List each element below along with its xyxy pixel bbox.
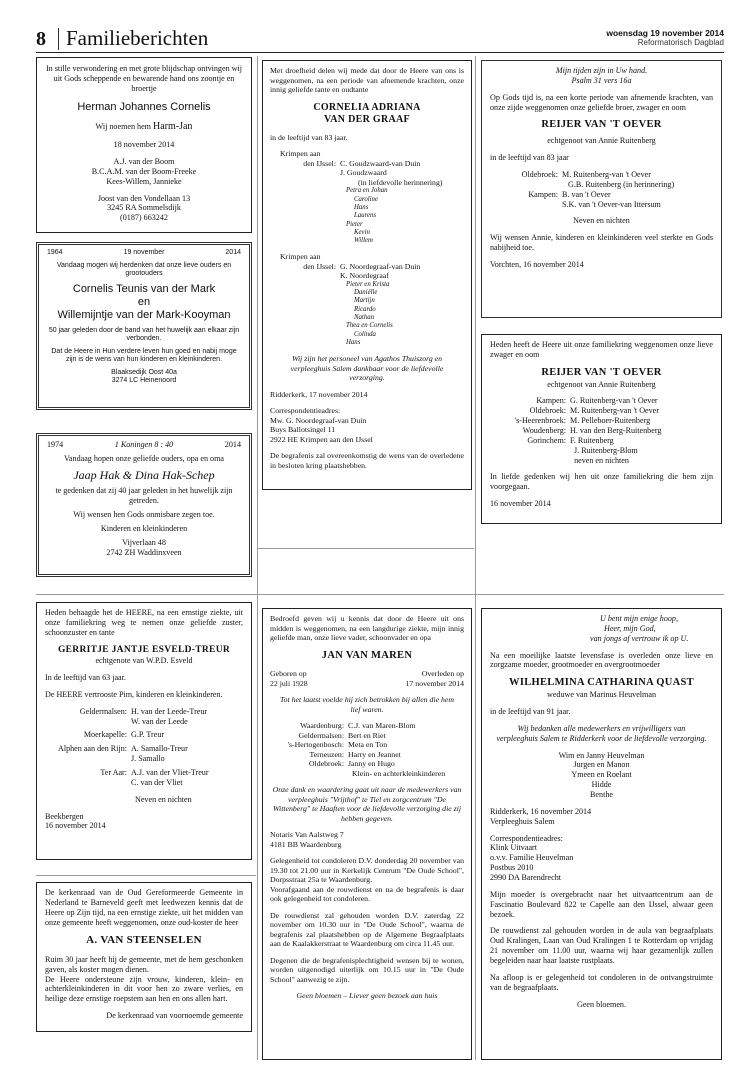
relative-name: W. van der Leede bbox=[131, 716, 188, 726]
signature-line: De kerkenraad van voornoemde gemeente bbox=[106, 1011, 243, 1021]
relative-name: C.J. van Maren-Blom bbox=[348, 721, 416, 731]
family-line: Ymeen en Roelant bbox=[571, 770, 632, 780]
flowers-note: Geen bloemen – Liever geen bezoek aan huis bbox=[296, 991, 438, 1001]
condolence-info: Gelegenheid tot condoleren D.V. donderdag 20 november van 19.30 tot 21.00 uur in Kerkelijk Centrum "De Oude School", Dorpsstraat 25a te Waardenburg. bbox=[270, 856, 464, 885]
address-line: 3245 RA Sommelsdijk bbox=[107, 203, 181, 213]
place-date: Ridderkerk, 17 november 2014 bbox=[270, 389, 368, 399]
wife-name: Willemijntje van der Mark-Kooyman bbox=[57, 309, 231, 322]
child-name: Hans bbox=[346, 338, 361, 346]
verse-line: U bent mijn enige hoop, bbox=[600, 614, 679, 623]
memory-note: (in liefdevolle herinnering) bbox=[358, 177, 443, 187]
obituary-van-steenselen bbox=[36, 882, 252, 1032]
nephews-line: Neven en nichten bbox=[573, 216, 630, 226]
relative-name: B. van 't Oever bbox=[562, 189, 611, 199]
deceased-name: WILHELMINA CATHARINA QUAST bbox=[509, 677, 694, 689]
ad-text: te gedenken dat zij 40 jaar geleden in het huwelijk zijn getreden. bbox=[55, 486, 233, 506]
year-right: 2014 bbox=[225, 249, 241, 256]
spouse-line: echtgenoot van Annie Ruitenberg bbox=[547, 136, 656, 146]
deceased-name: A. VAN STEENSELEN bbox=[86, 934, 202, 947]
child-name: Thea en Cornelis bbox=[346, 322, 393, 330]
place-label: Geldermalsen: bbox=[79, 706, 127, 716]
anniversary-date: 19 november bbox=[123, 249, 165, 256]
obituary-quast bbox=[481, 608, 722, 1060]
relative-name: Harry en Jeannet bbox=[348, 749, 401, 759]
relative-name: H. van den Berg-Ruitenberg bbox=[570, 425, 662, 435]
memory-line: In liefde gedenken wij hen uit onze familiekring die hem zijn voorgegaan. bbox=[490, 472, 713, 492]
nephews-line: neven en nichten bbox=[574, 455, 629, 465]
correspondence-line: Correspondentieadres: bbox=[490, 833, 563, 843]
age-line: in de leeftijd van 83 jaar. bbox=[270, 132, 348, 142]
comfort-line: De HEERE vertrooste Pim, kinderen en kleinkinderen. bbox=[45, 689, 223, 699]
place-label: Terneuzen: bbox=[309, 749, 344, 759]
family-line: Benthe bbox=[590, 789, 613, 799]
deceased-name: CORNELIA ADRIANA bbox=[313, 101, 421, 113]
place-label: Krimpen aan bbox=[280, 252, 321, 262]
ad-text: De Heere ondersteune zijn vrouw, kinderen, klein- en achterkleinkinderen in dit voor hen zo zware verlies, en heilige deze ernstige roepstem aan hen en ons allen hart. bbox=[45, 974, 243, 1004]
relative-name: Meta en Ton bbox=[348, 740, 388, 750]
correspondence-line: Klink Uitvaart bbox=[490, 843, 537, 853]
deceased-name: VAN DER GRAAF bbox=[324, 113, 410, 125]
place-label: Oldebroek: bbox=[529, 406, 566, 416]
section-title: Familieberichten bbox=[66, 26, 209, 50]
ad-date: 16 november 2014 bbox=[490, 499, 551, 509]
page-number: 8 bbox=[36, 28, 46, 50]
relative-name: Bert en Riet bbox=[348, 730, 386, 740]
place-label: Krimpen aan bbox=[280, 149, 321, 159]
relative-name: H. van der Leede-Treur bbox=[131, 706, 208, 716]
call-prefix: Wij noemen hem bbox=[95, 121, 151, 131]
spouse-line: weduwe van Marinus Heuvelman bbox=[546, 690, 656, 700]
parent-line: B.C.A.M. van der Boom-Freeke bbox=[91, 166, 197, 176]
funeral-note: De begrafenis zal overeenkomstig de wens van de overledene in besloten kring plaatshebben. bbox=[270, 451, 464, 470]
wedding-anniversary-50 bbox=[36, 242, 252, 410]
child-name: Petra en Johan bbox=[346, 187, 388, 195]
correspondence-line: 2990 DA Barendrecht bbox=[490, 872, 562, 882]
child-name: Martijn bbox=[354, 297, 375, 305]
thanks-note: Wij zijn het personeel van Agathos Thuiszorg en verpleeghuis Salem dankbaar voor de liefdevolle verzorging. bbox=[290, 354, 444, 383]
ad-text: Wij wensen hen Gods onmisbare zegen toe. bbox=[73, 510, 215, 520]
relative-name: F. Ruitenberg bbox=[570, 435, 614, 445]
correspondence-line: Buys Ballotsingel 11 bbox=[270, 425, 336, 435]
place-label: den IJssel: bbox=[303, 261, 336, 271]
year-left: 1964 bbox=[47, 249, 63, 256]
deceased-name: REIJER VAN 'T OEVER bbox=[541, 119, 662, 131]
relative-name: K. Noordegraaf bbox=[340, 271, 389, 281]
address-line: 2742 ZH Waddinxveen bbox=[106, 547, 182, 557]
thanks-note: Onze dank en waardering gaat uit naar de medewerkers van verpleeghuis "Vrijthof" te Tiel en zorgcentrum "De Wittenberg" te Haaften voor de liefdevolle verzorging die zij hebben gegeven. bbox=[272, 785, 462, 823]
ad-intro: Heden behaagde het de HEERE, na een ernstige ziekte, uit onze familiekring weg te nemen onze geliefde zuster, schoonzuster en tante bbox=[45, 608, 243, 637]
row-separator bbox=[258, 548, 474, 549]
year-left: 1974 bbox=[47, 440, 64, 449]
child-name: Kevin bbox=[354, 228, 370, 236]
correspondence-line: Postbus 2010 bbox=[490, 863, 534, 873]
place-date: Verpleeghuis Salem bbox=[490, 816, 555, 826]
child-name: Pieter en Krista bbox=[346, 280, 390, 288]
year-right: 2014 bbox=[224, 440, 241, 449]
couple-names: Jaap Hak & Dina Hak-Schep bbox=[73, 467, 215, 482]
child-name: Nathan bbox=[354, 313, 375, 321]
place-label: Gorinchem: bbox=[527, 435, 566, 445]
ad-text: 50 jaar geleden door de band van het huwelijk aan elkaar zijn verbonden. bbox=[48, 326, 240, 343]
place-label: 's-Hertogenbosch: bbox=[287, 740, 344, 750]
place-label: Kampen: bbox=[528, 189, 558, 199]
call-name: Harm-Jan bbox=[153, 120, 193, 132]
address-line: 3274 LC Heinenoord bbox=[111, 377, 177, 385]
relative-name: C. van der Vliet bbox=[131, 777, 183, 787]
ad-date: 16 november 2014 bbox=[45, 821, 106, 831]
wish-line: Wij wensen Annie, kinderen en kleinkinderen veel sterkte en Gods nabijheid toe. bbox=[490, 233, 713, 253]
place-label: Waardenburg: bbox=[300, 721, 344, 731]
husband-name: Cornelis Teunis van der Mark bbox=[72, 282, 216, 295]
age-line: in de leeftijd van 83 jaar bbox=[490, 153, 569, 163]
child-name: Herman Johannes Cornelis bbox=[77, 100, 211, 113]
relative-name: J. Samallo bbox=[131, 754, 165, 764]
ad-intro: Vandaag mogen wij herdenken dat onze lieve ouders en grootouders bbox=[56, 261, 232, 278]
relative-name: G. Ruitenberg-van 't Oever bbox=[570, 396, 658, 406]
place-label: den IJssel: bbox=[303, 158, 336, 168]
relative-name: J. Goudzwaard bbox=[340, 168, 387, 178]
place-date: Ridderkerk, 16 november 2014 bbox=[490, 806, 592, 816]
relative-name: G.B. Ruitenberg (in herinnering) bbox=[568, 179, 675, 189]
column-separator bbox=[257, 56, 258, 1060]
ad-intro: Met droefheid delen wij mede dat door de Heere van ons is weggenomen, na een periode van afnemende krachten, onze innig geliefde tante en oudtante bbox=[270, 66, 464, 94]
relative-name: Janny en Hugo bbox=[348, 759, 395, 769]
relative-name: A. Samallo-Treur bbox=[131, 744, 188, 754]
obituary-van-maren bbox=[262, 608, 472, 1060]
address-line: Joost van den Vondellaan 13 bbox=[97, 193, 191, 203]
ad-intro: Bedroefd geven wij u kennis dat door de Heere uit ons midden is weggenomen, na een langdurige ziekte, mijn innig geliefde man, onze lieve vader, schoonvader en opa bbox=[270, 614, 464, 642]
thanks-note: Wij bedanken alle medewerkers en vrijwilligers van verpleeghuis Salem te Ridderkerk voor de liefdevolle verzorging. bbox=[496, 723, 707, 743]
nephews-line: Neven en nichten bbox=[135, 794, 192, 804]
correspondence-line: o.v.v. Familie Heuvelman bbox=[490, 853, 574, 863]
verse-line: Heer, mijn God, bbox=[604, 623, 656, 633]
obituary-van-der-graaf bbox=[262, 60, 472, 490]
relative-name: S.K. van 't Oever-van Ittersum bbox=[562, 199, 661, 209]
parent-line: Kees-Willem, Jannieke bbox=[106, 176, 182, 186]
deceased-name: GERRITJE JANTJE ESVELD-TREUR bbox=[57, 644, 231, 655]
place-line: Beekbergen bbox=[45, 811, 84, 821]
place-label: 's-Heerenbroek: bbox=[514, 416, 566, 426]
child-name: Caroline bbox=[354, 195, 378, 203]
relative-name: G. Noordegraaf-van Duin bbox=[340, 261, 421, 271]
place-label: Oldebroek: bbox=[308, 759, 344, 769]
relative-name: C. Goudzwaard-van Duin bbox=[340, 158, 421, 168]
child-name: Hans bbox=[354, 203, 369, 211]
wedding-anniversary-40 bbox=[36, 433, 252, 577]
column-separator bbox=[475, 56, 476, 1060]
relative-name: J. Ruitenberg-Blom bbox=[574, 445, 638, 455]
child-name: Daniëlle bbox=[354, 289, 378, 297]
spouse-line: echtgenote van W.P.D. Esveld bbox=[95, 656, 193, 666]
attendance-info: Degenen die de begrafenisplechtigheid wensen bij te wonen, worden uitgenodigd uiterlijk om 10.15 uur in "De Oude School" aanwezig te zijn. bbox=[270, 955, 464, 984]
ad-text: Ruim 30 jaar heeft hij de gemeente, met de hem geschonken gaven, als koster mogen dienen. bbox=[45, 954, 243, 974]
place-label: Ter Aar: bbox=[100, 768, 127, 778]
header-rule bbox=[36, 52, 724, 53]
header-date: woensdag 19 november 2014 bbox=[606, 28, 724, 38]
born-label: Geboren op bbox=[270, 669, 307, 679]
family-line: Hidde bbox=[591, 780, 612, 790]
address-line: (0187) 663242 bbox=[120, 213, 168, 223]
parent-line: A.J. van der Boom bbox=[113, 157, 175, 167]
place-label: Alphen aan den Rijn: bbox=[57, 744, 127, 754]
correspondence-line: Mw. G. Noordegraaf-van Duin bbox=[270, 415, 367, 425]
birth-date: 18 november 2014 bbox=[113, 140, 175, 150]
died-date: 17 november 2014 bbox=[405, 678, 464, 688]
correspondence-line: Correspondentieadres: bbox=[270, 406, 341, 416]
child-name: Colinda bbox=[354, 330, 376, 338]
place-label: Woudenberg: bbox=[522, 425, 566, 435]
place-label: Kampen: bbox=[536, 396, 566, 406]
deceased-name: JAN VAN MAREN bbox=[321, 649, 413, 661]
ad-intro: Heden heeft de Heere uit onze familiekring weggenomen onze lieve zwager en oom bbox=[490, 340, 713, 359]
age-line: In de leeftijd van 63 jaar. bbox=[45, 673, 126, 683]
place-label: Moerkapelle: bbox=[83, 730, 127, 740]
relative-name: A.J. van der Vliet-Treur bbox=[131, 768, 209, 778]
family-line: Jurgen en Manon bbox=[573, 760, 630, 770]
relative-name: M. Ruitenberg-van 't Oever bbox=[562, 169, 651, 179]
relative-name: M. Pelleboer-Ruitenberg bbox=[570, 416, 651, 426]
ad-intro: Vandaag hopen onze geliefde ouders, opa en oma bbox=[63, 453, 224, 463]
header-paper-name: Reformatorisch Dagblad bbox=[637, 38, 724, 47]
relative-name: G.P. Treur bbox=[131, 730, 165, 740]
service-info: De rouwdienst zal gehouden worden in de aula van begraafplaats Oud Kralingen, Laan van Oud Kralingen 1 te Rotterdam op vrijdag 21 november om 11.00 uur, waarna wij haar gezamenlijk zullen begeleiden naar haar laatste rustplaats. bbox=[490, 926, 713, 965]
relative-name: M. Ruitenberg-van 't Oever bbox=[570, 406, 659, 416]
ad-intro: De kerkenraad van de Oud Gereformeerde Gemeente in Nederland te Barneveld geeft met leedwezen kennis dat de Heere op Zijn tijd, na een ernstige ziekte, uit het midden van onze gemeente heeft weggenomen, onze oud-koster de heer bbox=[45, 888, 243, 927]
transfer-info: Mijn moeder is overgebracht naar het uitvaartcentrum aan de Fascinatio Boulevard 822 te Capelle aan den IJssel, alwaar geen bezoek. bbox=[490, 889, 713, 919]
family-line: Wim en Janny Heuvelman bbox=[558, 750, 645, 760]
obituary-van-t-oever-inlaws bbox=[481, 334, 722, 524]
correspondence-line: 2922 HE Krimpen aan den IJssel bbox=[270, 434, 373, 444]
place-label: Oldebroek: bbox=[521, 169, 558, 179]
born-date: 22 juli 1928 bbox=[270, 678, 308, 688]
address-line: Notaris Van Aalstweg 7 bbox=[270, 830, 344, 840]
child-name: Laurens bbox=[354, 212, 377, 220]
address-line: Vijverlaan 48 bbox=[122, 537, 166, 547]
ad-text: Kinderen en kleinkinderen bbox=[100, 523, 188, 533]
quote-line: Tot het laatst voelde hij zich betrokken bij allen die hem lief waren. bbox=[280, 695, 454, 714]
and-word: en bbox=[137, 296, 151, 308]
verse-line: Mijn tijden zijn in Uw hand. bbox=[555, 66, 648, 75]
died-label: Overleden op bbox=[421, 669, 464, 679]
deceased-name: REIJER VAN 'T OEVER bbox=[541, 366, 662, 378]
row-separator bbox=[36, 594, 724, 595]
child-name: Willem bbox=[354, 237, 373, 245]
service-info: De rouwdienst zal gehouden worden D.V. zaterdag 22 november om 10.30 uur in "De Oude School", waarna de begrafenis zal plaatshebben op de Algemene Begraafplaats aan de Kaalakkerstraat te Waardenburg om circa 11.45 uur. bbox=[270, 910, 464, 949]
ad-intro: In stille verwondering en met grote blijdschap ontvingen wij uit Gods scheppende en bewarende hand ons zoontje en broertje bbox=[45, 64, 242, 93]
age-line: in de leeftijd van 91 jaar. bbox=[490, 706, 571, 716]
address-line: 4181 BB Waardenburg bbox=[270, 839, 342, 849]
condolence-info: Voorafgaand aan de rouwdienst en na de begrafenis is daar ook gelegenheid tot condoleren. bbox=[270, 884, 464, 904]
obituary-van-t-oever-family bbox=[481, 60, 722, 318]
verse-line: van jongs af vertrouw ik op U. bbox=[590, 633, 689, 643]
condolence-info: Na afloop is er gelegenheid tot condoleren in de ontvangstruimte van de begraafplaats. bbox=[490, 972, 713, 992]
place-date: Vorchten, 16 november 2014 bbox=[490, 259, 584, 269]
place-label: Geldermalsen: bbox=[298, 730, 344, 740]
header-divider bbox=[58, 28, 59, 50]
grandchildren-line: Klein- en achterkleinkinderen bbox=[352, 768, 446, 778]
flowers-note: Geen bloemen. bbox=[577, 999, 626, 1009]
spouse-line: echtgenoot van Annie Ruitenberg bbox=[547, 379, 656, 389]
bible-verse: 1 Koningen 8 : 40 bbox=[114, 440, 174, 449]
row-separator bbox=[36, 875, 256, 876]
ad-intro: Op Gods tijd is, na een korte periode van afnemende krachten, van onze zijde weggenomen onze geliefde broer, zwager en oom bbox=[490, 92, 713, 112]
ad-text: Dat de Heere in Hun verdere leven hun goed en nabij moge zijn is de wens van hun kinderen en kleinkinderen. bbox=[51, 347, 237, 364]
address-line: Blaaksedijk Oost 40a bbox=[111, 368, 177, 376]
child-name: Ricardo bbox=[354, 305, 376, 313]
obituary-esveld-treur bbox=[36, 602, 252, 860]
child-name: Pieter bbox=[346, 220, 363, 228]
verse-reference: Psalm 31 vers 16a bbox=[571, 75, 632, 85]
birth-announcement bbox=[36, 57, 252, 233]
ad-intro: Na een moeilijke laatste levensfase is overleden onze lieve en zorgzame moeder, grootmoeder en overgrootmoeder bbox=[490, 650, 713, 670]
